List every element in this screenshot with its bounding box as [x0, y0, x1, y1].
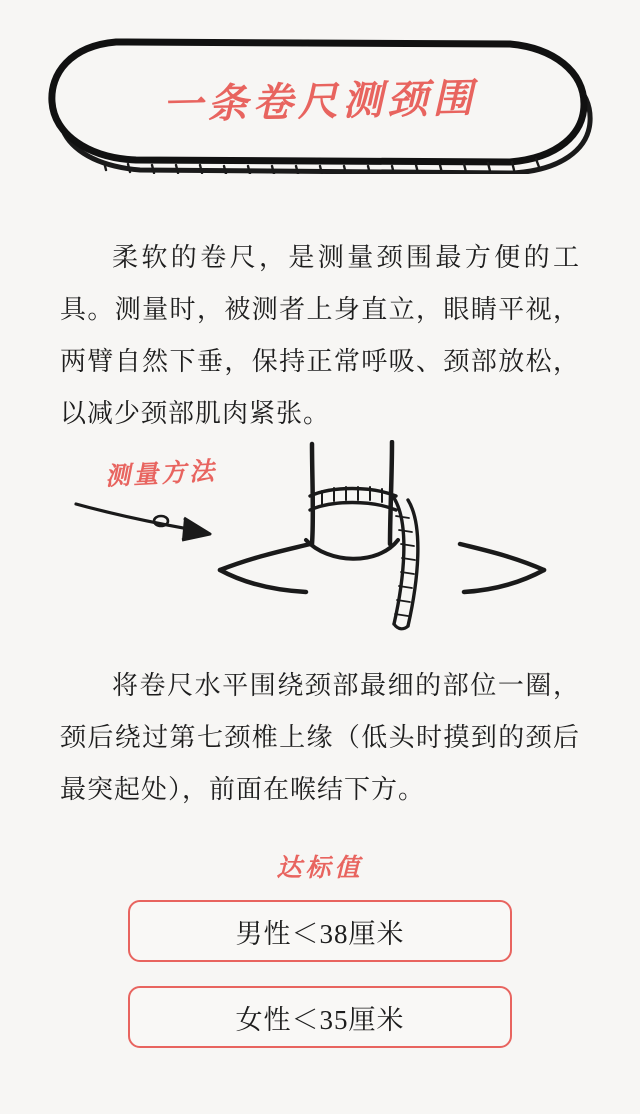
standard-value-male	[128, 900, 512, 962]
standard-value-title: 达标值	[276, 853, 364, 882]
title-banner	[44, 34, 596, 174]
standard-value-female	[128, 986, 512, 1048]
measure-illustration	[60, 440, 580, 650]
paragraph-howto: 将卷尺水平围绕颈部最细的部位一圈，颈后绕过第七颈椎上缘（低头时摸到的颈后最突起处），前面在喉结下方。	[60, 671, 580, 804]
method-label: 测量方法	[104, 456, 218, 491]
standard-value-female-label: 女性＜35厘米	[235, 1004, 405, 1035]
paragraph-intro: 柔软的卷尺，是测量颈围最方便的工具。测量时，被测者上身直立，眼睛平视，两臂自然下垂，保持正常呼吸、颈部放松，以减少颈部肌肉紧张。	[60, 243, 580, 428]
page-title: 一条卷尺测颈围	[162, 74, 479, 129]
curved-arrow-icon	[76, 504, 210, 540]
standard-value-male-label: 男性＜38厘米	[235, 918, 405, 949]
